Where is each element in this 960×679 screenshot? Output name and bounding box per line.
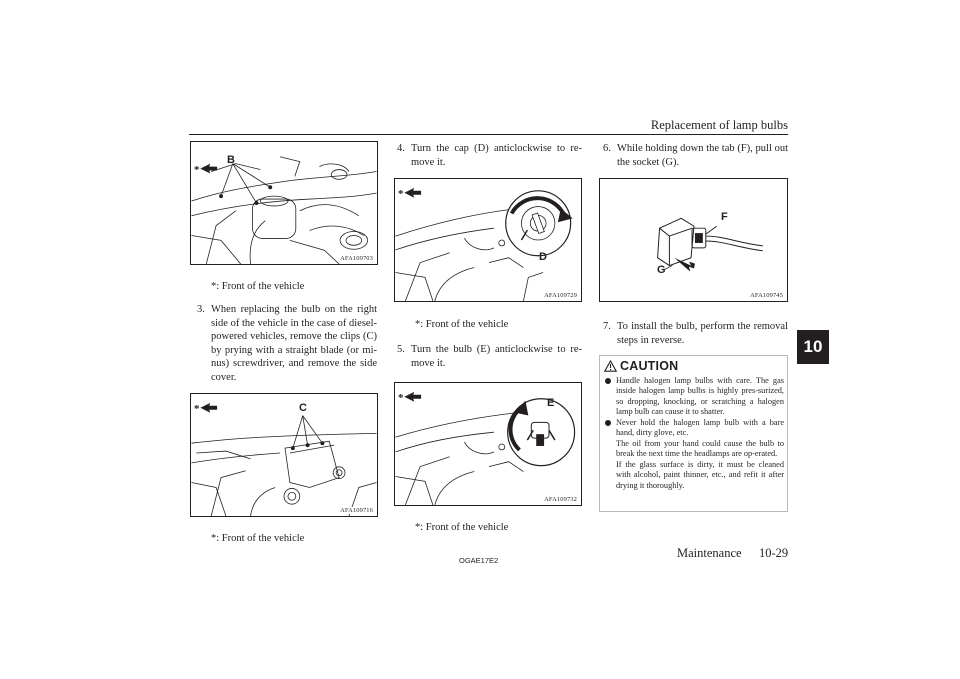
step-5 — [397, 343, 582, 370]
step-text: While holding down the tab (F), pull out the socket (G). — [617, 143, 788, 168]
figure-code: AFA109716 — [340, 507, 373, 514]
headlamp-cap-drawing — [395, 179, 581, 301]
side-cover-drawing — [191, 394, 377, 516]
caution-item — [605, 376, 784, 418]
header-rule — [189, 134, 788, 135]
figure-headlamp-bulb-e — [394, 382, 582, 506]
step-text: Turn the bulb (E) anticlockwise to re-move it. — [411, 344, 582, 369]
footer-section: Maintenance — [677, 546, 742, 560]
figure-code: AFA109703 — [340, 255, 373, 262]
engine-bay-drawing — [191, 142, 377, 264]
figure-label-e: E — [547, 397, 555, 409]
step-number: 7. — [603, 321, 611, 332]
step-6 — [603, 142, 788, 169]
figure-side-cover-clips-c — [190, 393, 378, 517]
step-3 — [197, 303, 377, 385]
step-4 — [397, 142, 582, 169]
figure-caption: *: Front of the vehicle — [211, 533, 305, 544]
warning-triangle-icon — [604, 360, 617, 372]
caution-item-text: Never hold the halogen lamp bulb with a bare hand, dirty glove, etc. — [616, 417, 784, 438]
page-number: 10-29 — [759, 546, 789, 560]
figure-star: * — [194, 164, 200, 176]
step-text: Turn the cap (D) anticlockwise to re-move it. — [411, 143, 582, 168]
front-arrow-icon — [200, 164, 217, 174]
footer-code: OGAE17E2 — [459, 556, 499, 565]
figure-caption: *: Front of the vehicle — [415, 522, 509, 533]
figure-label-b: B — [227, 154, 235, 166]
figure-code: AFA109745 — [750, 292, 783, 299]
figure-code: AFA109729 — [544, 292, 577, 299]
step-text: When replacing the bulb on the right side of the vehicle in the case of diesel-powered vehicles, remove the clips (C) by prying with a straight blade (or mi-nus) screwdriver, and remove the side cover. — [211, 304, 377, 383]
caution-box — [599, 355, 788, 512]
caution-heading — [604, 359, 678, 373]
figure-label-d: D — [539, 251, 547, 263]
figure-star: * — [398, 188, 404, 200]
caution-item-text: If the glass surface is dirty, it must be cleaned with alcohol, paint thinner, etc., and refit it after drying it thoroughly. — [616, 459, 784, 490]
bullet-icon — [605, 378, 611, 384]
step-number: 4. — [397, 143, 405, 154]
step-number: 6. — [603, 143, 611, 154]
caution-title: CAUTION — [620, 359, 679, 373]
figure-caption: *: Front of the vehicle — [415, 319, 509, 330]
figure-star: * — [194, 403, 200, 415]
figure-caption: *: Front of the vehicle — [211, 281, 305, 292]
figure-engine-bay-clips-b — [190, 141, 378, 265]
front-arrow-icon — [404, 188, 421, 198]
front-arrow-icon — [404, 392, 421, 402]
figure-code: AFA109732 — [544, 496, 577, 503]
figure-socket-f-g — [599, 178, 788, 302]
figure-star: * — [398, 392, 404, 404]
running-header-title: Replacement of lamp bulbs — [650, 118, 788, 132]
step-7 — [603, 320, 788, 347]
figure-label-g: G — [657, 264, 666, 276]
step-number: 5. — [397, 344, 405, 355]
caution-item — [605, 418, 784, 491]
step-number: 3. — [197, 304, 205, 315]
caution-item-text: Handle halogen lamp bulbs with care. The gas inside halogen lamp bulbs is highly pres-surized, so dropping, knocking, or scratching a halogen lamp bulb can cause it to shatter. — [616, 376, 784, 417]
caution-item-text: The oil from your hand could cause the bulb to break the next time the headlamps are op-erated. — [616, 438, 784, 459]
bulb-socket-drawing — [600, 179, 787, 301]
figure-headlamp-cap-d — [394, 178, 582, 302]
bullet-icon — [605, 420, 611, 426]
step-text: To install the bulb, perform the removal steps in reverse. — [617, 321, 788, 346]
front-arrow-icon — [200, 403, 217, 413]
figure-label-c: C — [299, 402, 307, 414]
chapter-tab: 10 — [797, 330, 829, 364]
caution-body — [605, 376, 784, 491]
figure-label-f: F — [721, 211, 728, 223]
